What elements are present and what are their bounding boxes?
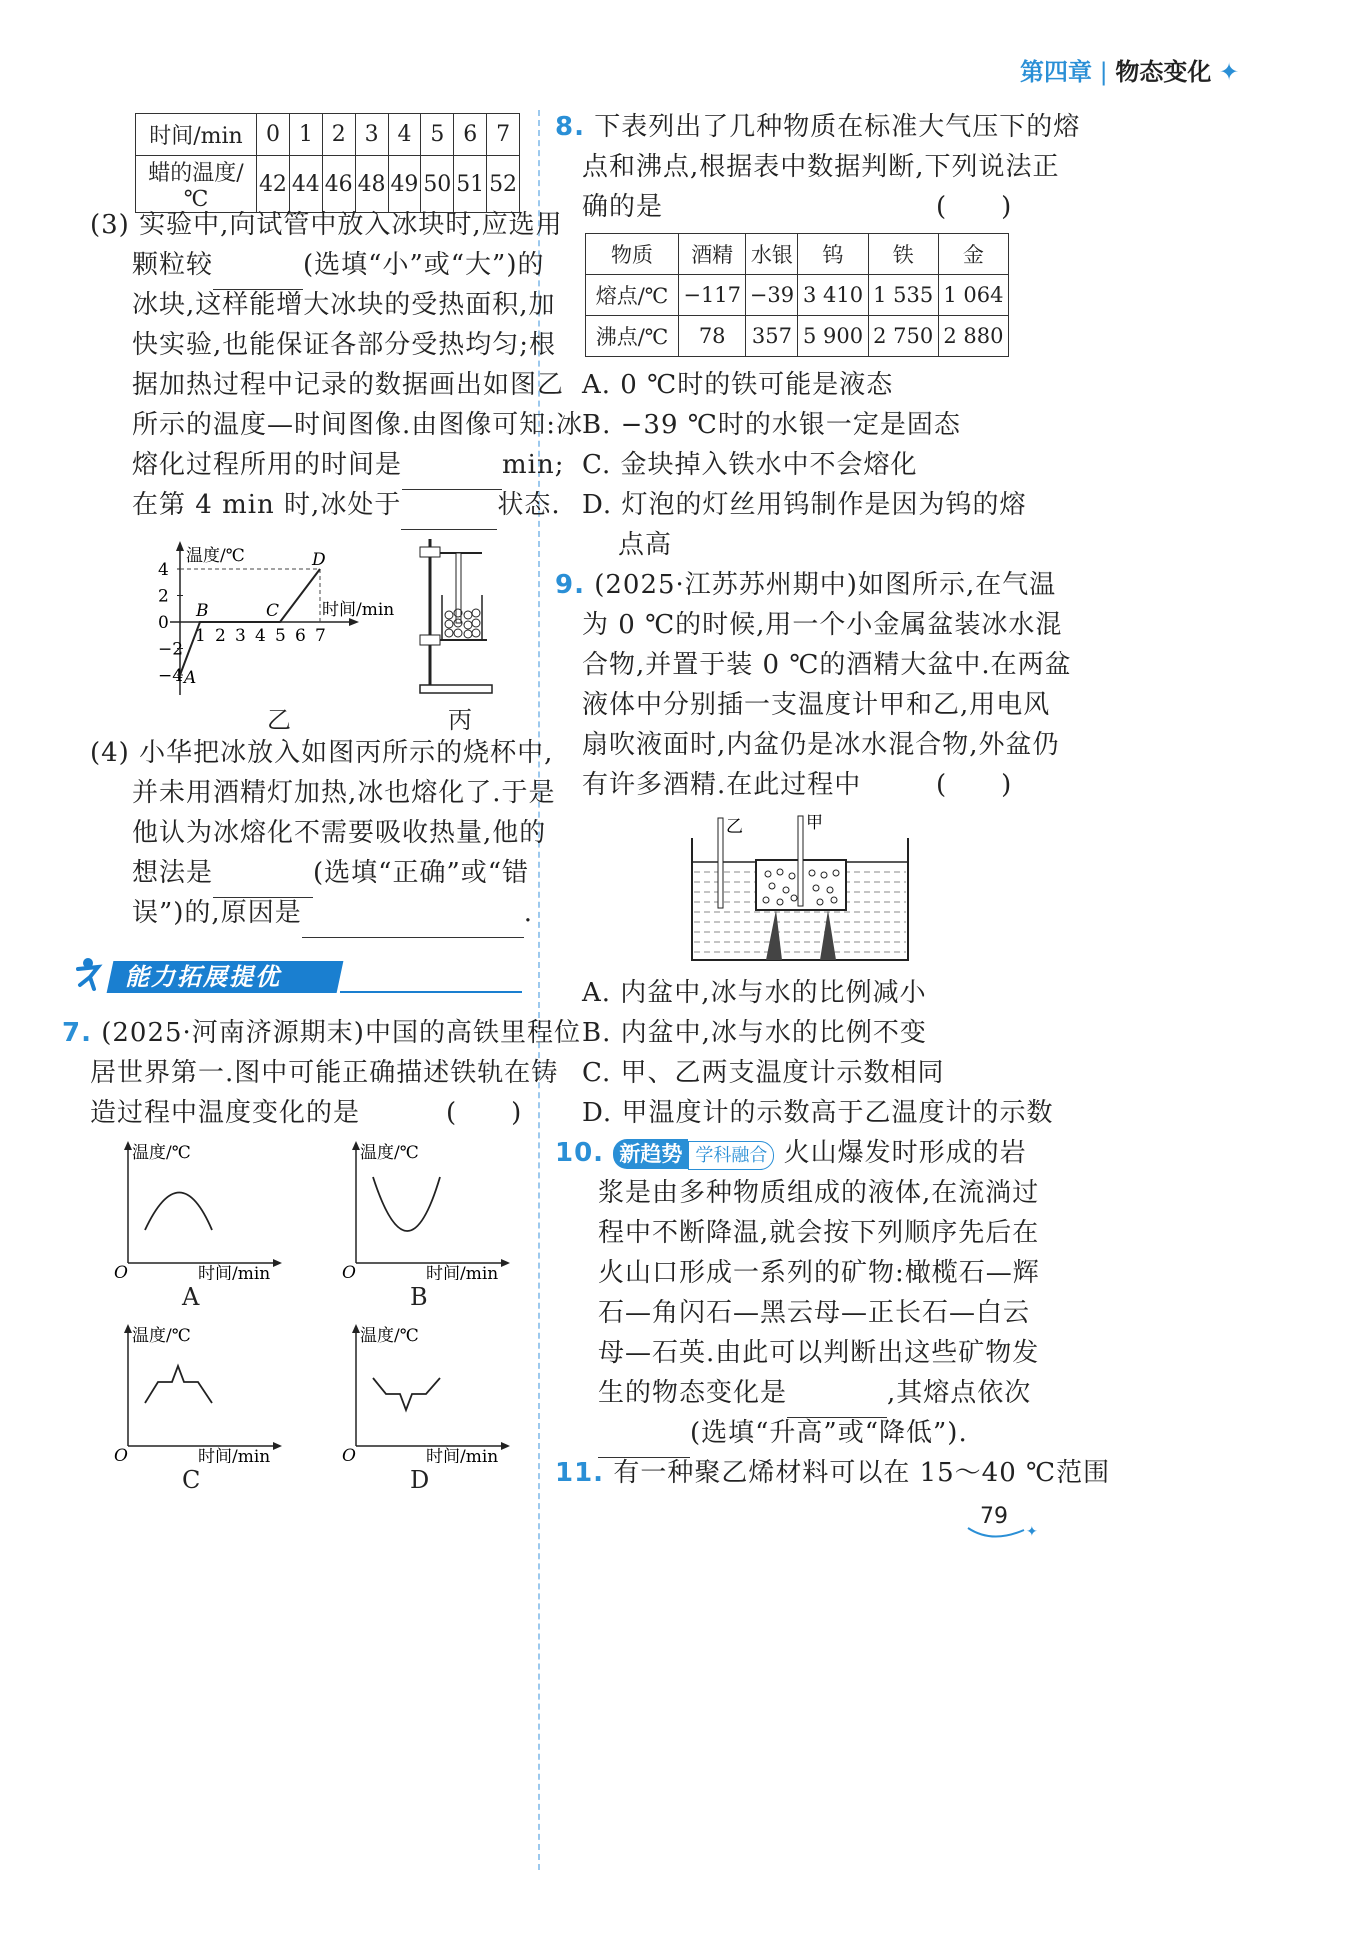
table-cell: 7	[487, 114, 520, 156]
option-d[interactable]: D. 灯泡的灯丝用钨制作是因为钨的熔	[582, 490, 1027, 520]
x-tick-label: 3	[235, 626, 246, 646]
x-tick-label: 4	[255, 626, 266, 646]
x-axis-arrow	[273, 1442, 282, 1450]
x-axis-label: 时间/min	[198, 1264, 271, 1280]
runner-icon	[70, 955, 110, 995]
header-divider: |	[1099, 58, 1116, 86]
q10-line: 生的物态变化是 ,其熔点依次	[598, 1368, 1031, 1418]
y-axis-arrow	[124, 1324, 132, 1333]
table-cell: 50	[421, 156, 454, 213]
table-cell: 48	[355, 156, 388, 213]
table-cell: 0	[257, 114, 290, 156]
caption-yi: 乙	[267, 706, 291, 734]
page-number-text: 79	[980, 1504, 1008, 1529]
wax-temperature-table	[135, 113, 520, 213]
y-tick-label: 2	[158, 586, 169, 607]
thermometer-yi-label: 乙	[726, 817, 743, 837]
q9-line: 为 0 ℃的时候,用一个小金属盆装冰水混	[582, 610, 1063, 640]
graph-option-a[interactable]	[100, 1135, 290, 1310]
q10-line: 10. 新趋势 学科融合 火山爆发时形成的岩	[555, 1138, 1027, 1168]
thermometer-yi	[718, 818, 723, 908]
chapter-header	[1020, 52, 1239, 87]
y-axis-label: 温度/℃	[186, 546, 245, 566]
answer-blank[interactable]	[401, 495, 497, 530]
table-header-cell: 水银	[746, 234, 798, 275]
q10-line: 程中不断降温,就会按下列顺序先后在	[598, 1218, 1040, 1248]
q3-line: (3) 实验中,向试管中放入冰块时,应选用	[90, 210, 563, 240]
table-cell: 2 750	[868, 316, 938, 357]
table-cell: −117	[679, 275, 746, 316]
table-cell: 42	[257, 156, 290, 213]
basin-figure	[690, 810, 910, 965]
table-cell: 2 880	[938, 316, 1008, 357]
y-axis-label: 温度/℃	[132, 1143, 191, 1163]
x-axis-label: 时间/min	[426, 1447, 499, 1463]
apparatus-bing	[412, 535, 512, 700]
q3-line: 冰块,这样能增大冰块的受热面积,加	[132, 290, 556, 320]
answer-blank[interactable]	[302, 903, 524, 938]
table-header-cell: 沸点/℃	[586, 316, 679, 357]
table-cell: 44	[289, 156, 322, 213]
q4-line: 误”)的,原因是 .	[132, 888, 533, 938]
clamp	[420, 635, 440, 645]
answer-paren[interactable]: ( )	[936, 192, 1013, 222]
x-tick-label: 2	[215, 626, 226, 646]
melting-boiling-table	[585, 233, 1009, 357]
y-tick-label: 4	[158, 560, 169, 580]
table-cell: 6	[454, 114, 487, 156]
table-cell: 52	[487, 156, 520, 213]
table-cell: 1 064	[938, 275, 1008, 316]
option-d[interactable]: D. 甲温度计的示数高于乙温度计的示数	[582, 1098, 1054, 1128]
q10-line: (选填“升高”或“降低”).	[598, 1408, 968, 1458]
section-banner	[70, 955, 522, 995]
table-cell: 357	[746, 316, 798, 357]
chapter-title: 物态变化	[1115, 58, 1212, 86]
table-cell: 1 535	[868, 275, 938, 316]
q3-line: 在第 4 min 时,冰处于 状态.	[132, 480, 561, 530]
table-cell: −39	[746, 275, 798, 316]
table-cell: 78	[679, 316, 746, 357]
question-number: 7.	[62, 1018, 92, 1048]
q11-line: 11. 有一种聚乙烯材料可以在 15～40 ℃范围	[555, 1458, 1111, 1488]
ice-cubes	[445, 609, 480, 638]
x-tick-label: 6	[295, 626, 306, 646]
q3-line: 快实验,也能保证各部分受热均匀;根	[132, 330, 557, 360]
table-cell: 3 410	[798, 275, 868, 316]
table-cell: 5	[421, 114, 454, 156]
q9-line: 液体中分别插一支温度计甲和乙,用电风	[582, 690, 1051, 720]
point-label-c: C	[266, 601, 280, 621]
table-cell: 46	[322, 156, 355, 213]
option-label: B	[410, 1283, 428, 1311]
y-axis-arrow	[352, 1141, 360, 1150]
q10-line: 浆是由多种物质组成的液体,在流淌过	[598, 1178, 1040, 1208]
table-header-cell: 蜡的温度/℃	[136, 156, 257, 213]
q9-line: 有许多酒精.在此过程中	[582, 770, 862, 800]
svg-text:✦: ✦	[1026, 1524, 1038, 1540]
y-tick-label: 0	[158, 613, 169, 633]
table-header-cell: 金	[938, 234, 1008, 275]
y-axis-arrow	[176, 541, 184, 551]
origin-label: O	[342, 1263, 356, 1280]
q3-line: 所示的温度—时间图像.由图像可知:冰	[132, 410, 584, 440]
answer-paren[interactable]: ( )	[446, 1098, 523, 1128]
table-cell: 1	[289, 114, 322, 156]
temperature-curve	[373, 1177, 440, 1231]
page-number	[962, 1500, 1042, 1544]
option-label: C	[182, 1466, 201, 1494]
q10-line: 火山口形成一系列的矿物:橄榄石—辉	[598, 1258, 1040, 1288]
q9-line: 扇吹液面时,内盆仍是冰水混合物,外盆仍	[582, 730, 1060, 760]
option-label: D	[410, 1466, 430, 1494]
table-header-cell: 物质	[586, 234, 679, 275]
q4-line: (4) 小华把冰放入如图丙所示的烧杯中,	[90, 738, 554, 768]
clamp	[420, 547, 440, 557]
graph-option-d[interactable]	[328, 1318, 518, 1493]
question-number: 9.	[555, 570, 585, 600]
tag-new-trend: 新趋势	[613, 1139, 688, 1169]
point-label-b: B	[196, 601, 209, 621]
point-label-a: A	[184, 668, 197, 688]
x-tick-label: 7	[315, 626, 326, 646]
tag-interdisciplinary: 学科融合	[688, 1141, 774, 1170]
table-cell: 4	[388, 114, 421, 156]
q4-line: 并未用酒精灯加热,冰也熔化了.于是	[132, 778, 556, 808]
y-axis-arrow	[124, 1141, 132, 1150]
option-a[interactable]: A. 0 ℃时的铁可能是液态	[582, 370, 894, 400]
x-axis-arrow	[273, 1259, 282, 1267]
table-header-cell: 钨	[798, 234, 868, 275]
answer-paren[interactable]: ( )	[936, 770, 1013, 800]
question-number: 8.	[555, 112, 585, 142]
table-header-cell: 酒精	[679, 234, 746, 275]
question-number: 10.	[555, 1138, 605, 1168]
x-axis-arrow	[501, 1259, 510, 1267]
table-cell: 49	[388, 156, 421, 213]
q7-line: 居世界第一.图中可能正确描述铁轨在铸	[90, 1058, 559, 1088]
table-header-cell: 熔点/℃	[586, 275, 679, 316]
q10-line: 母—石英.由此可以判断出这些矿物发	[598, 1338, 1040, 1368]
origin-label: O	[114, 1446, 128, 1463]
q4-line: 他认为冰熔化不需要吸收热量,他的	[132, 818, 547, 848]
q8-line: 点和沸点,根据表中数据判断,下列说法正	[582, 152, 1060, 182]
table-header-cell: 铁	[868, 234, 938, 275]
y-axis-label: 温度/℃	[360, 1143, 419, 1163]
q3-line: 颗粒较 (选填“小”或“大”)的	[132, 240, 544, 290]
graph-option-c[interactable]	[100, 1318, 290, 1493]
x-axis-label: 时间/min	[322, 600, 395, 620]
x-axis-label: 时间/min	[426, 1264, 499, 1280]
thermometer-jia	[798, 816, 803, 906]
q3-line: 据加热过程中记录的数据画出如图乙	[132, 370, 565, 400]
origin-label: O	[114, 1263, 128, 1280]
table-cell: 3	[355, 114, 388, 156]
question-number: 11.	[555, 1458, 605, 1488]
point-label-d: D	[312, 550, 326, 570]
option-c[interactable]: C. 金块掉入铁水中不会熔化	[582, 450, 918, 480]
origin-label: O	[342, 1446, 356, 1463]
banner-title: 能力拓展提优	[125, 963, 281, 991]
q8-line: 确的是	[582, 192, 664, 222]
support-leg	[820, 910, 836, 960]
option-c[interactable]: C. 甲、乙两支温度计示数相同	[582, 1058, 945, 1088]
stand-base	[420, 685, 492, 693]
sparkle-icon: ✦	[1219, 58, 1240, 86]
q9-line: 合物,并置于装 0 ℃的酒精大盆中.在两盆	[582, 650, 1072, 680]
chapter-label: 第四章	[1020, 58, 1092, 86]
option-d-continued: 点高	[618, 530, 673, 560]
table-header-cell: 时间/min	[136, 114, 257, 156]
y-axis-arrow	[352, 1324, 360, 1333]
y-tick-label: −2	[158, 639, 184, 660]
y-axis-label: 温度/℃	[360, 1326, 419, 1346]
option-b[interactable]: B. −39 ℃时的水银一定是固态	[582, 410, 961, 440]
temperature-curve	[373, 1378, 440, 1410]
q7-line: 造过程中温度变化的是	[90, 1098, 361, 1128]
x-axis-label: 时间/min	[198, 1447, 271, 1463]
q8-line: 8. 下表列出了几种物质在标准大气压下的熔	[555, 112, 1081, 142]
option-a[interactable]: A. 内盆中,冰与水的比例减小	[582, 978, 927, 1008]
table-cell: 5 900	[798, 316, 868, 357]
q7-line: 7. (2025·河南济源期末)中国的高铁里程位	[62, 1018, 581, 1048]
caption-bing: 丙	[448, 706, 472, 734]
graph-yi	[150, 535, 410, 705]
q3-line: 熔化过程所用的时间是 min;	[132, 440, 565, 490]
q10-line: 石—角闪石—黑云母—正长石—白云	[598, 1298, 1031, 1328]
graph-option-b[interactable]	[328, 1135, 518, 1310]
option-label: A	[182, 1283, 200, 1311]
x-axis-arrow	[501, 1442, 510, 1450]
x-tick-label: 1	[195, 626, 206, 646]
temperature-curve	[145, 1193, 212, 1231]
y-axis-label: 温度/℃	[132, 1326, 191, 1346]
support-leg	[766, 910, 782, 960]
table-cell: 2	[322, 114, 355, 156]
q4-line: 想法是 (选填“正确”或“错	[132, 848, 529, 898]
table-cell: 51	[454, 156, 487, 213]
y-tick-label: −4	[158, 666, 184, 686]
option-b[interactable]: B. 内盆中,冰与水的比例不变	[582, 1018, 927, 1048]
temperature-curve	[145, 1366, 212, 1403]
banner-underline	[340, 991, 522, 993]
q9-line: 9. (2025·江苏苏州期中)如图所示,在气温	[555, 570, 1057, 600]
thermometer	[456, 553, 461, 623]
x-tick-label: 5	[275, 626, 286, 646]
thermometer-jia-label: 甲	[806, 813, 823, 833]
